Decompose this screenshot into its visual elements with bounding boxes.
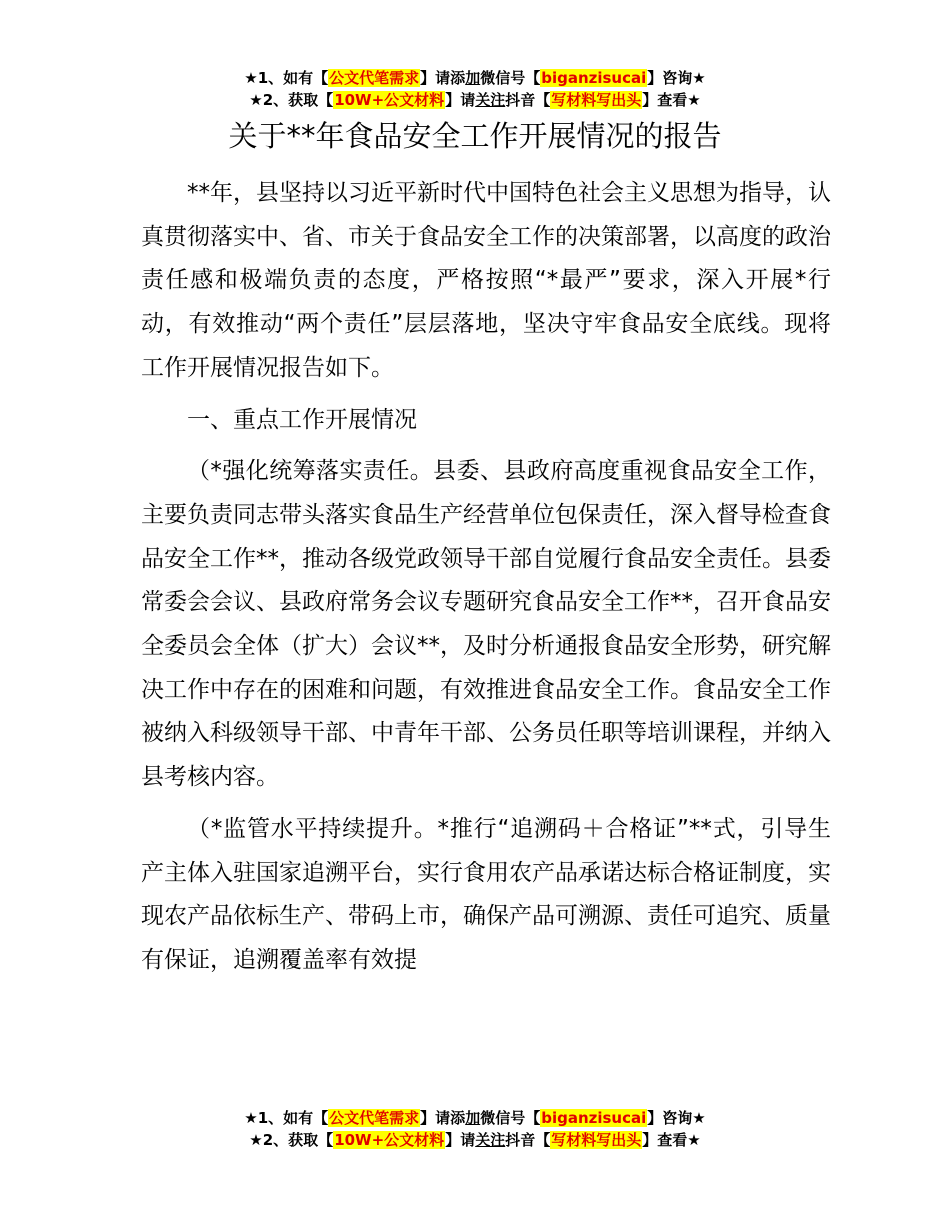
- banner-douyin-id: 写材料写出头: [551, 91, 642, 109]
- document-title: 关于**年食品安全工作开展情况的报告: [228, 119, 722, 153]
- header-banner: [0, 67, 950, 111]
- section-heading: 一、重点工作开展情况: [187, 406, 417, 433]
- banner-line-2: ★2、获取【10W+公文材料】请关注抖音【写材料写出头】查看★: [249, 1131, 701, 1149]
- banner-highlight: 公文代笔需求: [329, 1109, 420, 1127]
- banner-line-2: ★2、获取【10W+公文材料】请关注抖音【写材料写出头】查看★: [249, 91, 701, 109]
- footer-banner: [0, 1107, 950, 1151]
- banner-wechat-id: biganzisucai: [541, 69, 647, 87]
- banner-highlight: 10W+公文材料: [334, 91, 445, 109]
- banner-highlight: 10W+公文材料: [334, 1131, 445, 1149]
- document-body: [141, 172, 831, 991]
- banner-line-1: ★1、如有【公文代笔需求】请添加微信号【biganzisucai】咨询★: [244, 69, 706, 87]
- banner-douyin-id: 写材料写出头: [551, 1131, 642, 1149]
- paragraph-supervision: （*监管水平持续提升。*推行“追溯码＋合格证”**式，引导生产主体入驻国家追溯平台，实行食用农产品承诺达标合格证制度，实现农产品依标生产、带码上市，确保产品可溯源、责任可追究、质量有保证，追溯覆盖率有效提: [141, 815, 831, 973]
- banner-wechat-id: biganzisucai: [541, 1109, 647, 1127]
- paragraph-responsibility: （*强化统筹落实责任。县委、县政府高度重视食品安全工作，主要负责同志带头落实食品生产经营单位包保责任，深入督导检查食品安全工作**，推动各级党政领导干部自觉履行食品安全责任。县委常委会会议、县政府常务会议专题研究食品安全工作**，召开食品安全委员会全体（扩大）会议**，及时分析通报食品安全形势，研究解决工作中存在的困难和问题，有效推进食品安全工作。食品安全工作被纳入科级领导干部、中青年干部、公务员任职等培训课程，并纳入县考核内容。: [141, 458, 831, 791]
- banner-line-1: ★1、如有【公文代笔需求】请添加微信号【biganzisucai】咨询★: [244, 1109, 706, 1127]
- paragraph-intro: **年，县坚持以习近平新时代中国特色社会主义思想为指导，认真贯彻落实中、省、市关于食品安全工作的决策部署，以高度的政治责任感和极端负责的态度，严格按照“*最严”要求，深入开展*行动，有效推动“两个责任”层层落地，坚决守牢食品安全底线。现将工作开展情况报告如下。: [141, 180, 831, 381]
- banner-highlight: 公文代笔需求: [329, 69, 420, 87]
